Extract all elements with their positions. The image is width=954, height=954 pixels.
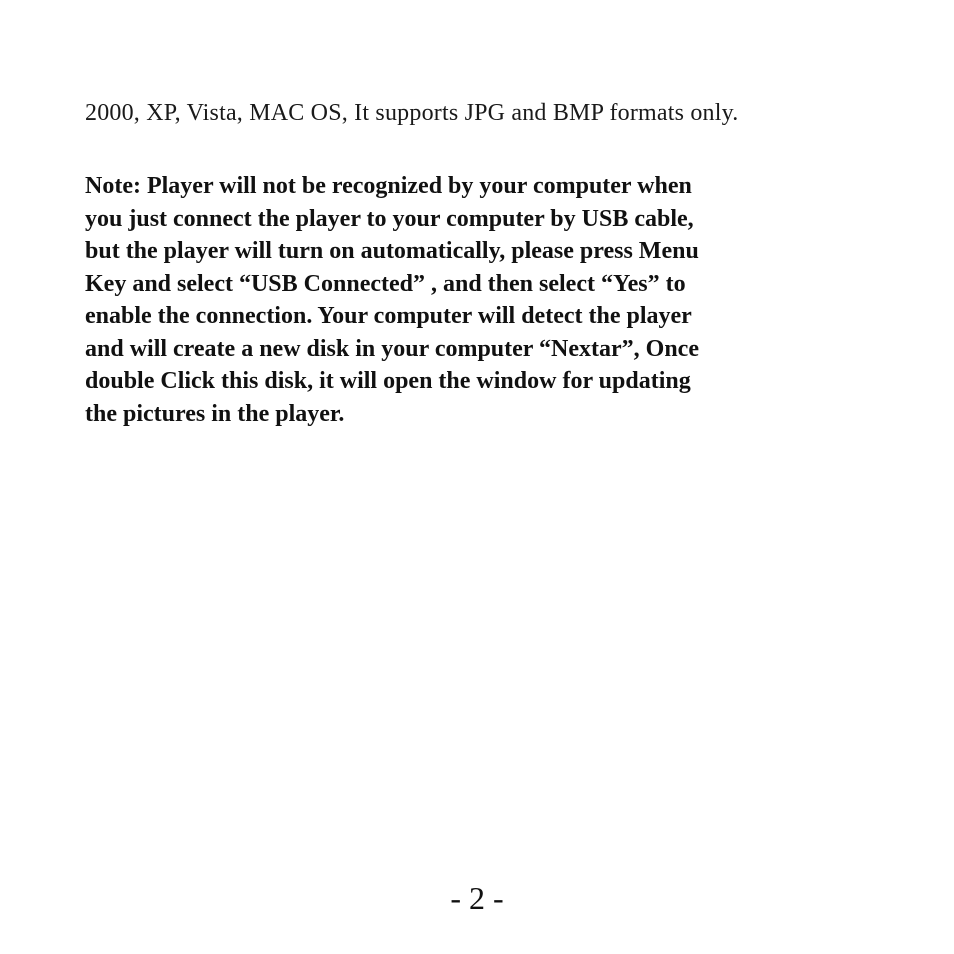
note-line-4: Key and select “USB Connected” , and then select “Yes” to	[85, 270, 686, 297]
note-line-7: double Click this disk, it will open the window for updating	[85, 368, 691, 394]
note-line-1: Note: Player will not be recognized by your computer when	[85, 173, 692, 199]
usb-connection-note	[85, 170, 875, 430]
note-line-2: you just connect the player to your computer by USB cable,	[85, 205, 694, 232]
note-line-8: the pictures in the player.	[85, 400, 345, 427]
note-line-3: but the player will turn on automatically, please press Menu	[85, 238, 699, 264]
intro-text-line: 2000, XP, Vista, MAC OS, It supports JPG and BMP formats only.	[85, 100, 739, 126]
note-line-5: enable the connection. Your computer will detect the player	[85, 303, 692, 329]
note-line-6: and will create a new disk in your computer “Nextar”, Once	[85, 335, 699, 362]
page-number: - 2 -	[450, 880, 504, 916]
